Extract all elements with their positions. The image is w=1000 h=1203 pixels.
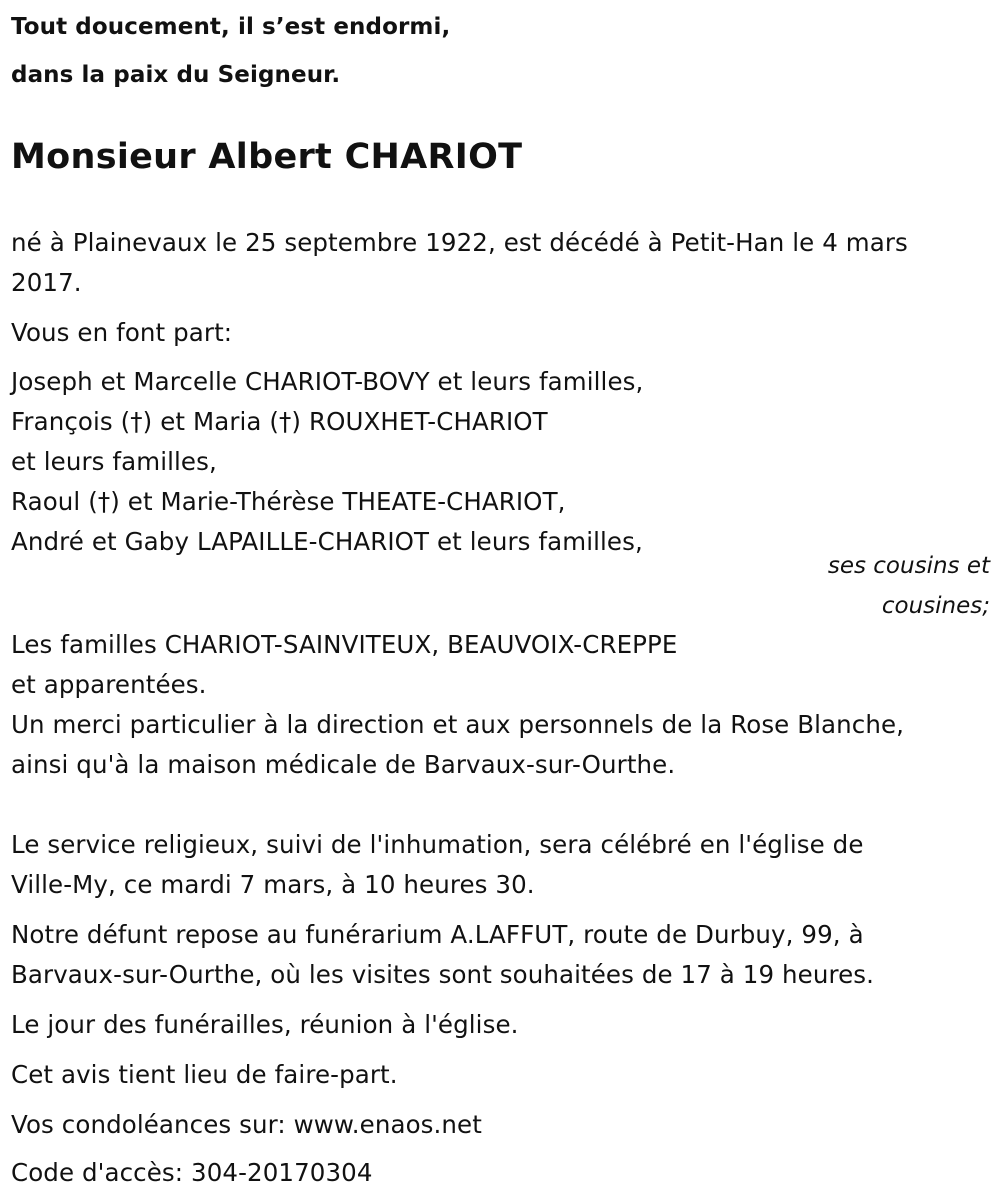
families-line-2: et apparentées. — [11, 670, 207, 699]
repose-line-1: Notre défunt repose au funérarium A.LAFFUT, route de Durbuy, 99, à — [11, 920, 864, 949]
announcer-line: Raoul (†) et Marie-Thérèse THEATE-CHARIOT, — [11, 487, 566, 516]
birth-death-line-1: né à Plainevaux le 25 septembre 1922, est décédé à Petit-Han le 4 mars — [11, 228, 908, 257]
announcers-intro: Vous en font part: — [11, 318, 233, 347]
families-line-1: Les familles CHARIOT-SAINVITEUX, BEAUVOIX-CREPPE — [11, 630, 678, 659]
condolences-text: Vos condoléances sur: www.enaos.net — [11, 1110, 482, 1139]
relation-line-1: ses cousins et — [827, 553, 990, 579]
notice-text: Cet avis tient lieu de faire-part. — [11, 1060, 398, 1089]
announcer-line: François (†) et Maria (†) ROUXHET-CHARIOT — [11, 407, 548, 436]
meeting-text: Le jour des funérailles, réunion à l'église. — [11, 1010, 519, 1039]
thanks-line-2: ainsi qu'à la maison médicale de Barvaux-sur-Ourthe. — [11, 750, 676, 779]
announcer-line: André et Gaby LAPAILLE-CHARIOT et leurs familles, — [11, 527, 643, 556]
repose-line-2: Barvaux-sur-Ourthe, où les visites sont souhaitées de 17 à 19 heures. — [11, 960, 875, 989]
thanks-line-1: Un merci particulier à la direction et aux personnels de la Rose Blanche, — [11, 710, 905, 739]
epigraph-line-1: Tout doucement, il s’est endormi, — [11, 14, 451, 40]
service-line-2: Ville-My, ce mardi 7 mars, à 10 heures 30. — [11, 870, 535, 899]
access-code-text: Code d'accès: 304-20170304 — [11, 1158, 373, 1187]
service-line-1: Le service religieux, suivi de l'inhumation, sera célébré en l'église de — [11, 830, 864, 859]
epigraph-line-2: dans la paix du Seigneur. — [11, 62, 341, 88]
birth-death-line-2: 2017. — [11, 268, 82, 297]
announcer-line: et leurs familles, — [11, 447, 217, 476]
relation-line-2: cousines; — [881, 593, 990, 619]
deceased-name: Monsieur Albert CHARIOT — [11, 137, 523, 177]
announcer-line: Joseph et Marcelle CHARIOT-BOVY et leurs familles, — [11, 367, 644, 396]
